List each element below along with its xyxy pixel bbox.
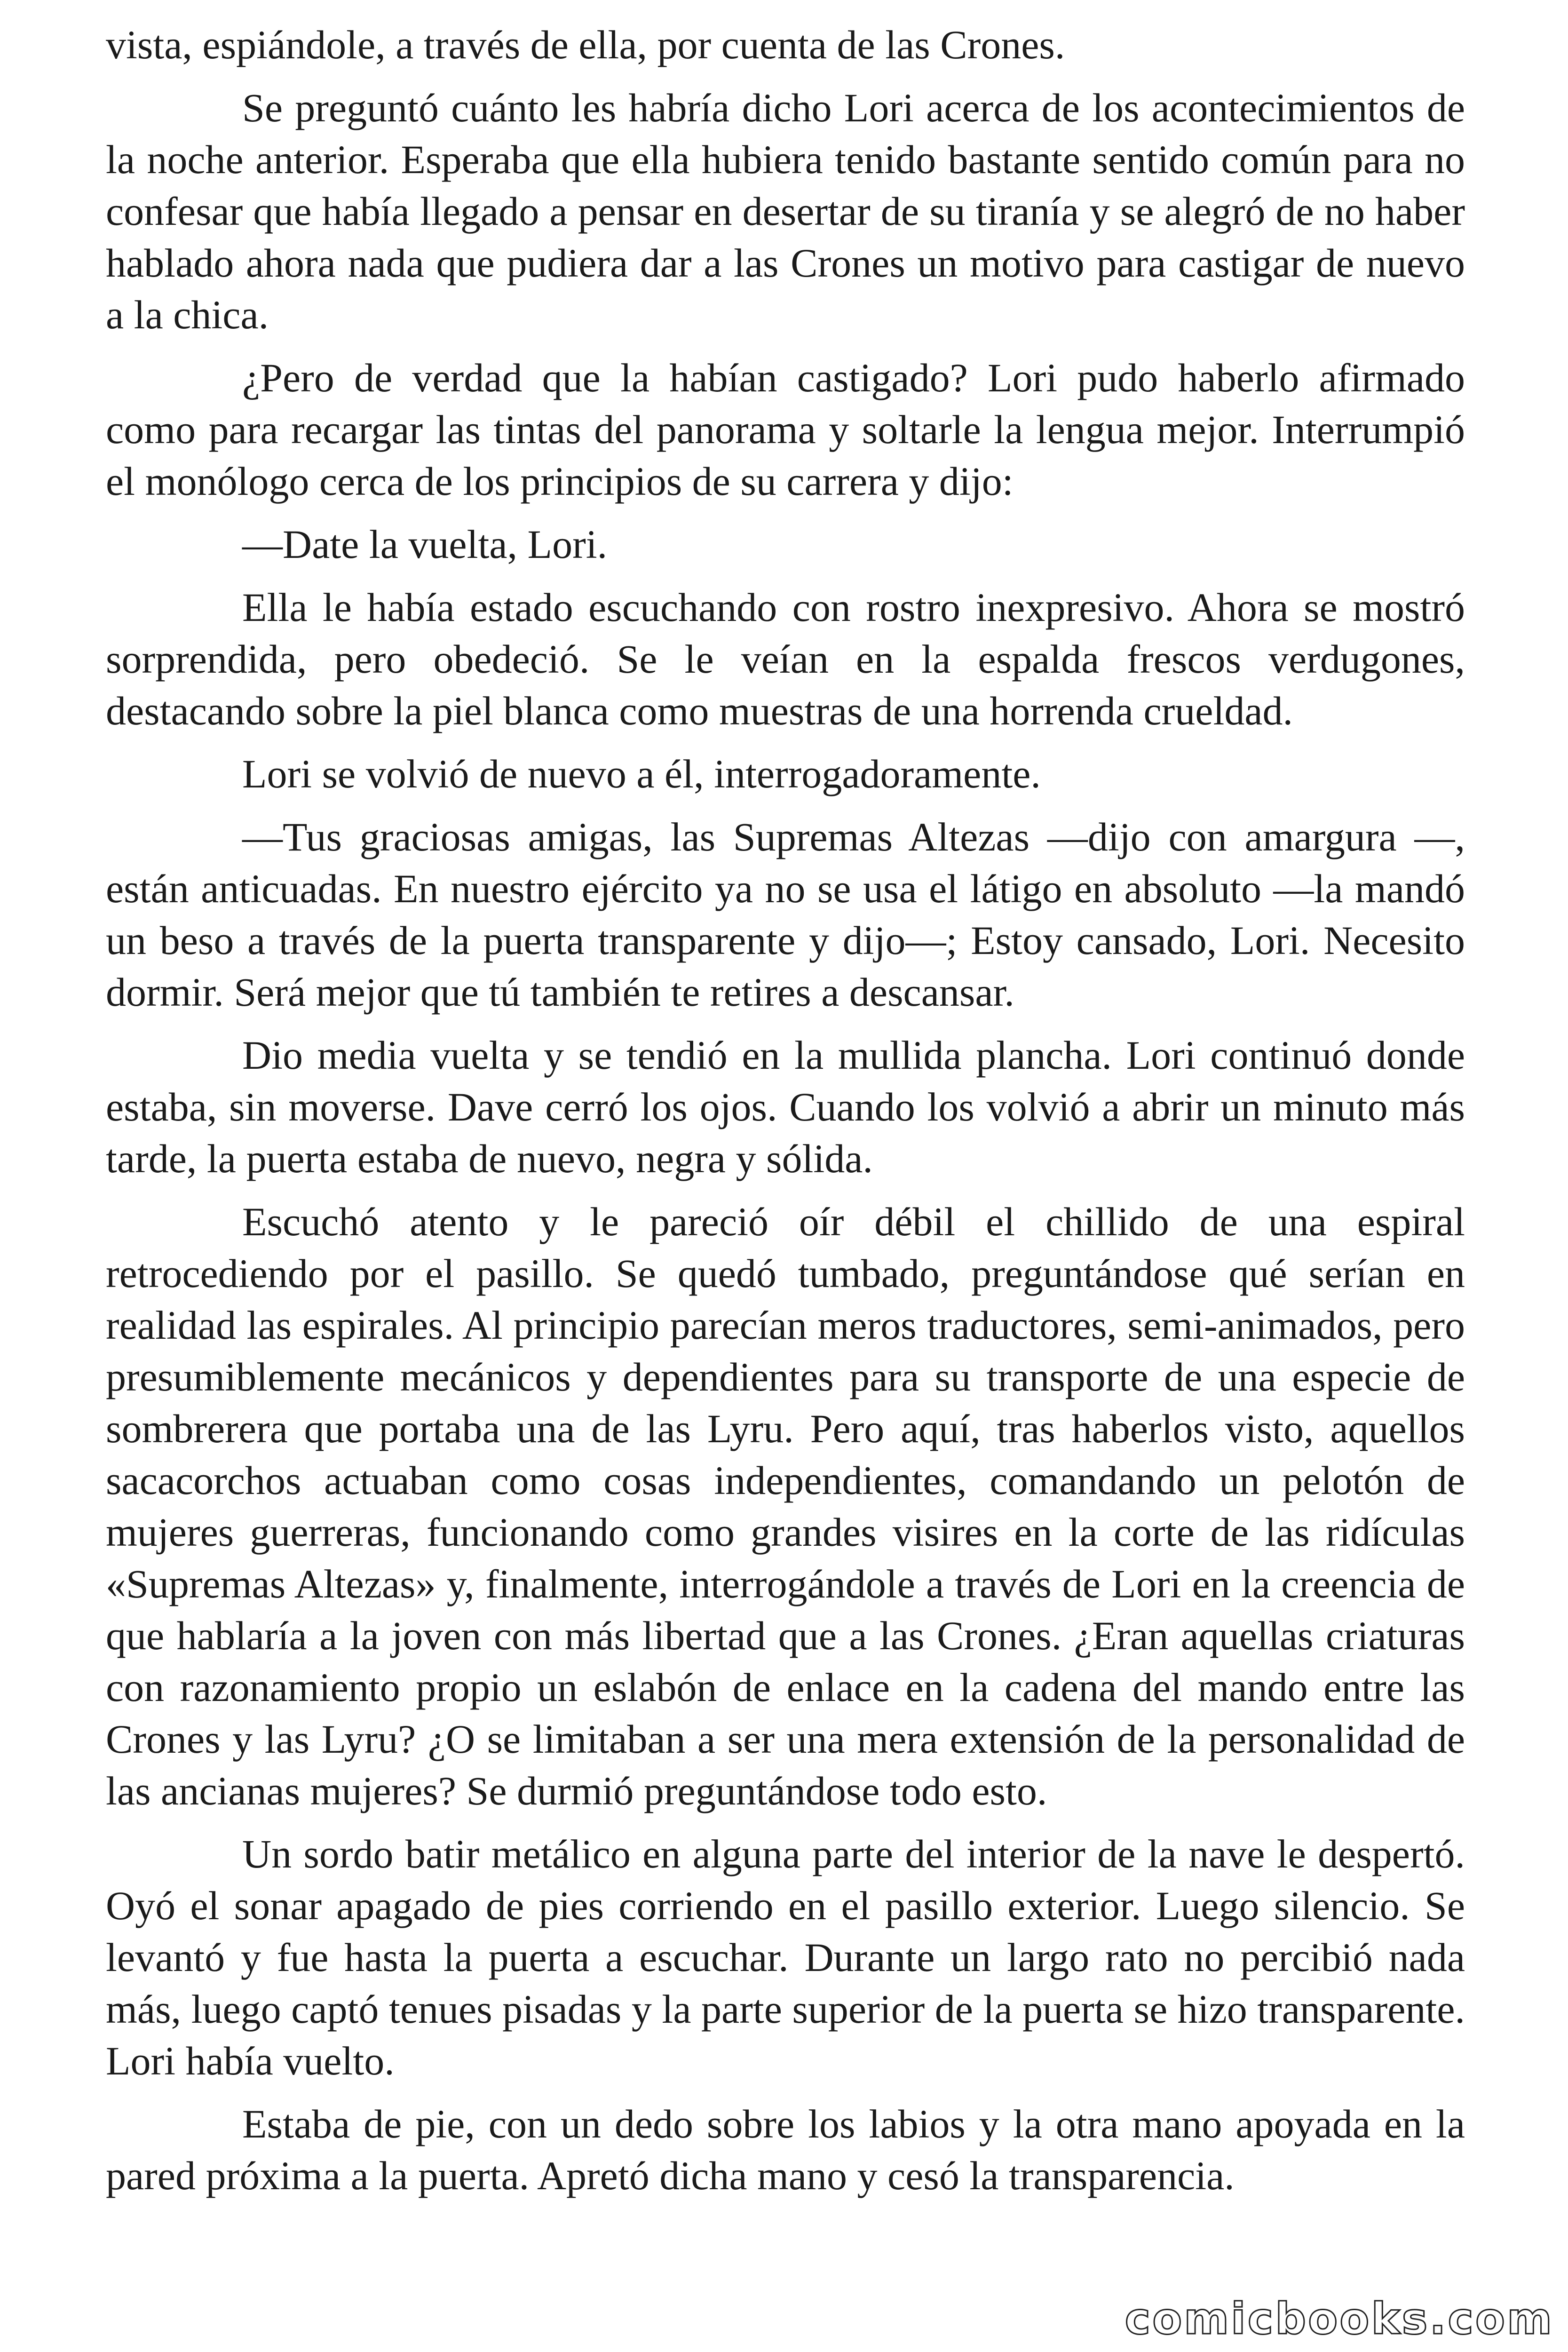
paragraph-8: Dio media vuelta y se tendió en la mullida plancha. Lori continuó donde estaba, sin moverse. Dave cerró los ojos. Cuando los volvió a abrir un minuto más tarde, la puerta estaba de nuevo, negra y sólida. [106,1033,1465,1181]
paragraph-7: —Tus graciosas amigas, las Supremas Altezas —dijo con amargura —, están anticuadas. En nuestro ejército ya no se usa el látigo en absoluto —la mandó un beso a través de la puerta transparente y dijo—; Estoy cansado, Lori. Necesito dormir. Será mejor que tú también te retires a descansar. [106,814,1465,1015]
paragraph-9: Escuchó atento y le pareció oír débil el chillido de una espiral retrocediendo por el pasillo. Se quedó tumbado, preguntándose qué serían en realidad las espirales. Al principio parecían meros traductores, semi-animados, pero presumiblemente mecánicos y dependientes para su transporte de una especie de sombrerera que portaba una de las Lyru. Pero aquí, tras haberlos visto, aquellos sacacorchos actuaban como cosas independientes, comandando un pelotón de mujeres guerreras, funcionando como grandes visires en la corte de las ridículas «Supremas Altezas» y, finalmente, interrogándole a través de Lori en la creencia de que hablaría a la joven con más libertad que a las Crones. ¿Eran aquellas criaturas con razonamiento propio un eslabón de enlace en la cadena del mando entre las Crones y las Lyru? ¿O se limitaban a ser una mera extensión de la personalidad de las ancianas mujeres? Se durmió preguntándose todo esto. [106,1199,1465,1813]
paragraph-5: Ella le había estado escuchando con rostro inexpresivo. Ahora se mostró sorprendida, pero obedeció. Se le veían en la espalda frescos verdugones, destacando sobre la piel blanca como muestras de una horrenda crueldad. [106,585,1465,733]
page-body [106,19,1465,2213]
paragraph-6: Lori se volvió de nuevo a él, interrogadoramente. [242,751,1041,796]
paragraph-10: Un sordo batir metálico en alguna parte del interior de la nave le despertó. Oyó el sonar apagado de pies corriendo en el pasillo exterior. Luego silencio. Se levantó y fue hasta la puerta a escuchar. Durante un largo rato no percibió nada más, luego captó tenues pisadas y la parte superior de la puerta se hizo transparente. Lori había vuelto. [106,1831,1465,2083]
paragraph-3: ¿Pero de verdad que la habían castigado? Lori pudo haberlo afirmado como para recargar las tintas del panorama y soltarle la lengua mejor. Interrumpió el monólogo cerca de los principios de su carrera y dijo: [106,355,1465,504]
watermark-logo: comicbooks.com [1125,2294,1554,2344]
paragraph-4: —Date la vuelta, Lori. [242,522,608,567]
paragraph-11: Estaba de pie, con un dedo sobre los labios y la otra mano apoyada en la pared próxima a la puerta. Apretó dicha mano y cesó la transparencia. [106,2101,1465,2198]
paragraph-2: Se preguntó cuánto les habría dicho Lori acerca de los acontecimientos de la noche anterior. Esperaba que ella hubiera tenido bastante sentido común para no confesar que había llegado a pensar en desertar de su tiranía y se alegró de no haber hablado ahora nada que pudiera dar a las Crones un motivo para castigar de nuevo a la chica. [106,85,1465,337]
paragraph-1: vista, espiándole, a través de ella, por cuenta de las Crones. [106,22,1065,67]
